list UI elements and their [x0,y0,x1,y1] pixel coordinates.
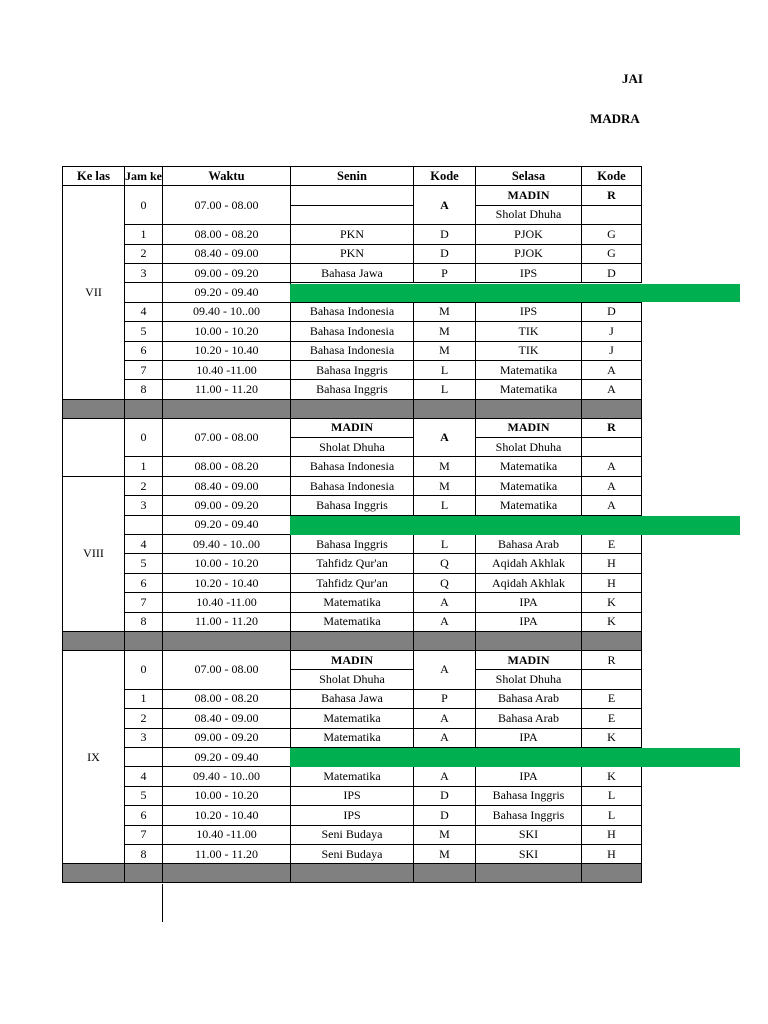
selasa-cell: Bahasa Inggris [476,806,582,825]
kode-selasa-cell: L [582,786,642,805]
selasa-cell: Bahasa Arab [476,709,582,728]
period-row [63,806,642,825]
kode-selasa-cell: K [582,612,642,631]
kode-senin-cell: M [414,844,476,863]
kode-selasa-cell: E [582,689,642,708]
kode-selasa-cell: H [582,825,642,844]
separator-cell [582,399,642,418]
kelas-label: VIII [63,476,125,631]
senin-cell: IPS [291,806,414,825]
header-kode-senin: Kode [414,167,476,186]
senin-cell: Bahasa Jawa [291,263,414,282]
senin-cell: Bahasa Jawa [291,689,414,708]
waktu-cell: 08.40 - 09.00 [163,709,291,728]
jam-cell [125,515,163,534]
break-bar [290,748,740,766]
kode-selasa-cell: H [582,554,642,573]
kode-selasa-cell: J [582,341,642,360]
jam-cell: 7 [125,825,163,844]
kode-senin-cell: A [414,767,476,786]
separator-row [63,631,642,650]
selasa-cell: IPA [476,767,582,786]
kode-senin-cell: L [414,360,476,379]
separator-cell [163,864,291,883]
selasa-cell: IPA [476,728,582,747]
senin-cell: PKN [291,244,414,263]
waktu-cell: 09.40 - 10..00 [163,302,291,321]
separator-cell [163,631,291,650]
jam-cell: 7 [125,593,163,612]
jam-cell: 3 [125,263,163,282]
kode-selasa-cell: K [582,767,642,786]
document-subtitle: MADRA [590,111,640,126]
waktu-cell: 10.20 - 10.40 [163,806,291,825]
header-selasa: Selasa [476,167,582,186]
waktu-cell: 08.00 - 08.20 [163,225,291,244]
period-row [63,825,642,844]
kode-senin-cell: M [414,322,476,341]
selasa-cell: PJOK [476,225,582,244]
jam-cell: 5 [125,786,163,805]
senin-cell: Matematika [291,612,414,631]
selasa-cell: Matematika [476,457,582,476]
jam-cell: 0 [125,650,163,689]
waktu-cell: 09.00 - 09.20 [163,496,291,515]
period-row [63,302,642,321]
senin-cell: Matematika [291,728,414,747]
kode-senin-cell: P [414,263,476,282]
kode-senin-cell: M [414,341,476,360]
separator-cell [582,864,642,883]
kode-senin-cell: M [414,476,476,495]
senin-cell: Matematika [291,593,414,612]
period-row [63,689,642,708]
waktu-cell: 10.20 - 10.40 [163,341,291,360]
waktu-cell: 09.20 - 09.40 [163,283,291,302]
period-row [63,244,642,263]
jam-cell: 8 [125,380,163,399]
kode-senin-cell: M [414,825,476,844]
kelas-label: IX [63,650,125,863]
kode-senin-cell: L [414,380,476,399]
selasa-cell: SKI [476,844,582,863]
separator-row [63,864,642,883]
jam-cell: 4 [125,535,163,554]
selasa-cell: IPS [476,302,582,321]
kode-senin-cell: A [414,650,476,689]
senin-madin-cell: MADIN [291,418,414,437]
kelas-label: VII [63,186,125,399]
selasa-cell: Matematika [476,380,582,399]
period-row [63,225,642,244]
selasa-dhuha-cell: Sholat Dhuha [476,205,582,224]
senin-dhuha-cell [291,205,414,224]
jam-cell: 6 [125,573,163,592]
waktu-cell: 07.00 - 08.00 [163,418,291,457]
kode-selasa-cell: A [582,457,642,476]
separator-cell [125,631,163,650]
jam-cell: 1 [125,225,163,244]
kode-senin-cell: Q [414,573,476,592]
kode-senin-cell: D [414,786,476,805]
kode-selasa-cell [582,670,642,689]
kode-senin-cell: D [414,225,476,244]
senin-cell: Tahfidz Qur'an [291,554,414,573]
waktu-cell: 10.40 -11.00 [163,593,291,612]
trailing-vertical-line [162,884,163,922]
senin-cell: PKN [291,225,414,244]
jam-cell: 8 [125,844,163,863]
jam-cell: 5 [125,322,163,341]
kode-selasa-cell: G [582,244,642,263]
separator-row [63,399,642,418]
kode-selasa-cell: R [582,650,642,669]
kode-senin-cell: A [414,728,476,747]
jam-cell [125,747,163,766]
waktu-cell: 11.00 - 11.20 [163,380,291,399]
kode-senin-cell: M [414,457,476,476]
period-row [63,341,642,360]
period-row [63,418,642,437]
period-row [63,322,642,341]
period-row [63,380,642,399]
kode-senin-cell: Q [414,554,476,573]
period-row [63,476,642,495]
kode-senin-cell: A [414,612,476,631]
separator-cell [163,399,291,418]
selasa-cell: Bahasa Inggris [476,786,582,805]
jam-cell: 1 [125,457,163,476]
jam-cell: 3 [125,496,163,515]
header-jam: Jam ke [125,167,163,186]
waktu-cell: 10.20 - 10.40 [163,573,291,592]
kode-selasa-cell: R [582,186,642,205]
waktu-cell: 07.00 - 08.00 [163,186,291,225]
kode-senin-cell: P [414,689,476,708]
separator-cell [291,864,414,883]
waktu-cell: 11.00 - 11.20 [163,612,291,631]
kode-selasa-cell: H [582,844,642,863]
period-row [63,709,642,728]
kode-senin-cell: D [414,806,476,825]
separator-cell [291,399,414,418]
period-row [63,186,642,205]
jam-cell: 0 [125,418,163,457]
separator-cell [414,631,476,650]
selasa-cell: IPS [476,263,582,282]
waktu-cell: 08.40 - 09.00 [163,476,291,495]
document-title: JAI [622,71,643,86]
senin-cell: Bahasa Indonesia [291,341,414,360]
waktu-cell: 11.00 - 11.20 [163,844,291,863]
selasa-cell: Matematika [476,360,582,379]
header-waktu: Waktu [163,167,291,186]
waktu-cell: 08.40 - 09.00 [163,244,291,263]
separator-cell [476,864,582,883]
senin-cell: Seni Budaya [291,844,414,863]
senin-cell: Bahasa Indonesia [291,322,414,341]
break-bar [290,516,740,534]
jam-cell: 2 [125,709,163,728]
waktu-cell: 10.40 -11.00 [163,825,291,844]
period-row [63,496,642,515]
waktu-cell: 09.00 - 09.20 [163,263,291,282]
kode-selasa-cell: K [582,593,642,612]
header-senin: Senin [291,167,414,186]
waktu-cell: 10.00 - 10.20 [163,322,291,341]
waktu-cell: 09.20 - 09.40 [163,515,291,534]
kode-selasa-cell [582,438,642,457]
jam-cell: 1 [125,689,163,708]
selasa-cell: Matematika [476,496,582,515]
kode-senin-cell: L [414,496,476,515]
period-row [63,593,642,612]
separator-cell [63,399,125,418]
break-bar [290,284,740,302]
selasa-dhuha-cell: Sholat Dhuha [476,438,582,457]
senin-cell: IPS [291,786,414,805]
senin-cell: Bahasa Inggris [291,496,414,515]
kode-selasa-cell: A [582,476,642,495]
jam-cell: 4 [125,767,163,786]
kode-selasa-cell: H [582,573,642,592]
period-row [63,360,642,379]
separator-cell [125,864,163,883]
separator-cell [63,631,125,650]
kode-selasa-cell: A [582,380,642,399]
senin-cell: Bahasa Indonesia [291,476,414,495]
kode-selasa-cell: E [582,535,642,554]
kode-senin-cell: A [414,418,476,457]
kode-selasa-cell: J [582,322,642,341]
kode-selasa-cell: D [582,263,642,282]
header-row [63,167,642,186]
period-row [63,728,642,747]
senin-madin-cell: MADIN [291,650,414,669]
waktu-cell: 09.40 - 10..00 [163,535,291,554]
selasa-cell: Bahasa Arab [476,535,582,554]
jam-cell: 2 [125,476,163,495]
jam-cell: 0 [125,186,163,225]
period-row [63,263,642,282]
senin-cell: Bahasa Indonesia [291,457,414,476]
separator-cell [476,631,582,650]
period-row [63,573,642,592]
header-kelas: Ke las [63,167,125,186]
kode-selasa-cell [582,205,642,224]
senin-dhuha-cell: Sholat Dhuha [291,670,414,689]
period-row [63,786,642,805]
kode-selasa-cell: L [582,806,642,825]
waktu-cell: 10.40 -11.00 [163,360,291,379]
jam-cell: 2 [125,244,163,263]
selasa-cell: TIK [476,322,582,341]
senin-dhuha-cell: Sholat Dhuha [291,438,414,457]
selasa-madin-cell: MADIN [476,186,582,205]
kode-senin-cell: D [414,244,476,263]
kode-selasa-cell: R [582,418,642,437]
selasa-cell: IPA [476,612,582,631]
kode-selasa-cell: E [582,709,642,728]
waktu-cell: 09.40 - 10..00 [163,767,291,786]
jam-cell: 6 [125,341,163,360]
period-row [63,535,642,554]
kode-selasa-cell: A [582,360,642,379]
separator-cell [63,864,125,883]
kode-selasa-cell: D [582,302,642,321]
kode-senin-cell: M [414,302,476,321]
senin-cell: Bahasa Indonesia [291,302,414,321]
senin-cell: Bahasa Inggris [291,360,414,379]
separator-cell [414,399,476,418]
kode-selasa-cell: A [582,496,642,515]
jam-cell: 7 [125,360,163,379]
senin-cell: Matematika [291,767,414,786]
jam-cell: 5 [125,554,163,573]
jam-cell: 4 [125,302,163,321]
selasa-madin-cell: MADIN [476,650,582,669]
kode-senin-cell: A [414,186,476,225]
period-row [63,844,642,863]
selasa-dhuha-cell: Sholat Dhuha [476,670,582,689]
jam-cell: 3 [125,728,163,747]
kode-selasa-cell: K [582,728,642,747]
period-row [63,554,642,573]
period-row [63,650,642,669]
period-row [63,767,642,786]
kode-senin-cell: A [414,709,476,728]
period-row [63,457,642,476]
waktu-cell: 09.20 - 09.40 [163,747,291,766]
separator-cell [125,399,163,418]
jam-cell: 6 [125,806,163,825]
kode-senin-cell: A [414,593,476,612]
waktu-cell: 10.00 - 10.20 [163,786,291,805]
separator-cell [476,399,582,418]
jam-cell: 8 [125,612,163,631]
waktu-cell: 08.00 - 08.20 [163,689,291,708]
selasa-cell: TIK [476,341,582,360]
waktu-cell: 07.00 - 08.00 [163,650,291,689]
separator-cell [414,864,476,883]
selasa-cell: PJOK [476,244,582,263]
selasa-madin-cell: MADIN [476,418,582,437]
kelas-blank-top [63,418,125,476]
senin-cell: Bahasa Inggris [291,380,414,399]
separator-cell [582,631,642,650]
kode-senin-cell: L [414,535,476,554]
jam-cell [125,283,163,302]
header-kode-selasa: Kode [582,167,642,186]
kode-selasa-cell: G [582,225,642,244]
senin-cell: Matematika [291,709,414,728]
separator-cell [291,631,414,650]
period-row [63,612,642,631]
senin-cell: Bahasa Inggris [291,535,414,554]
selasa-cell: Matematika [476,476,582,495]
waktu-cell: 09.00 - 09.20 [163,728,291,747]
selasa-cell: Bahasa Arab [476,689,582,708]
selasa-cell: SKI [476,825,582,844]
selasa-cell: Aqidah Akhlak [476,554,582,573]
senin-cell: Seni Budaya [291,825,414,844]
waktu-cell: 10.00 - 10.20 [163,554,291,573]
selasa-cell: IPA [476,593,582,612]
waktu-cell: 08.00 - 08.20 [163,457,291,476]
senin-cell: Tahfidz Qur'an [291,573,414,592]
senin-madin-cell [291,186,414,205]
selasa-cell: Aqidah Akhlak [476,573,582,592]
